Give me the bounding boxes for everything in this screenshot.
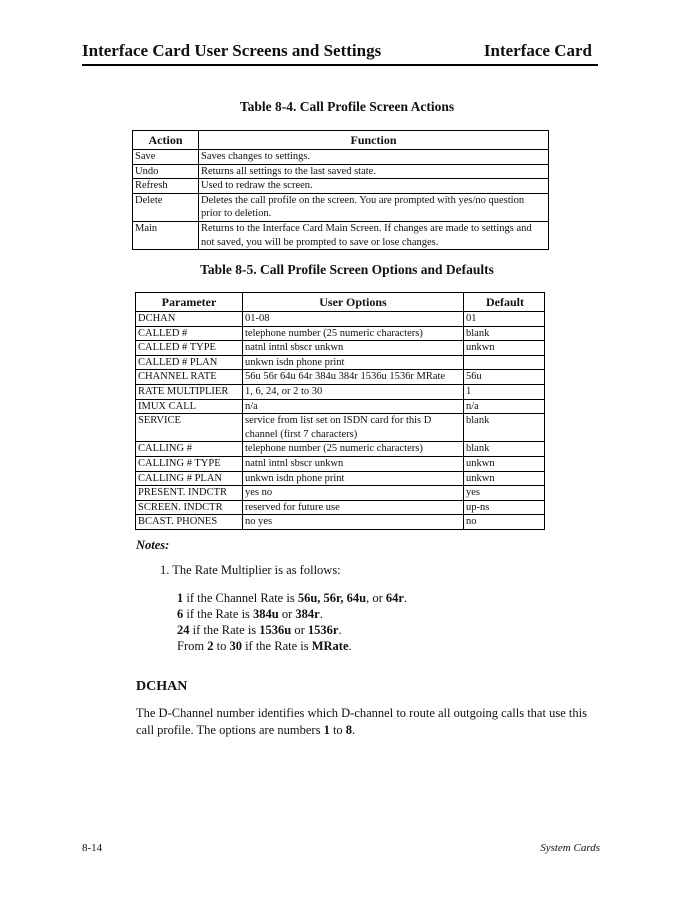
rate-line: 1 if the Channel Rate is 56u, 56r, 64u, or 64r. xyxy=(177,591,408,605)
user-options-cell: n/a xyxy=(243,399,464,414)
default-cell xyxy=(464,355,545,370)
default-cell: 56u xyxy=(464,370,545,385)
parameter-cell: CALLED # TYPE xyxy=(136,341,243,356)
default-cell: unkwn xyxy=(464,341,545,356)
parameter-cell: PRESENT. INDCTR xyxy=(136,486,243,501)
action-cell: Main xyxy=(133,221,199,249)
default-cell: n/a xyxy=(464,399,545,414)
default-cell: blank xyxy=(464,414,545,442)
page-number: 8-14 xyxy=(82,842,103,854)
action-cell: Refresh xyxy=(133,179,199,194)
default-cell: unkwn xyxy=(464,471,545,486)
action-cell: Delete xyxy=(133,193,199,221)
user-options-cell: 56u 56r 64u 64r 384u 384r 1536u 1536r MRate xyxy=(243,370,464,385)
parameter-cell: CALLING # TYPE xyxy=(136,456,243,471)
table-row xyxy=(136,500,545,515)
user-options-cell: service from list set on ISDN card for this D channel (first 7 characters) xyxy=(243,414,464,442)
user-options-cell: natnl intnl sbscr unkwn xyxy=(243,341,464,356)
action-cell: Save xyxy=(133,150,199,165)
dchan-description: The D-Channel number identifies which D-channel to route all outgoing calls that use this call profile. The options are numbers 1 to 8. xyxy=(136,706,587,737)
parameter-cell: SERVICE xyxy=(136,414,243,442)
table-row xyxy=(133,221,549,249)
default-cell: no xyxy=(464,515,545,530)
parameter-cell: CHANNEL RATE xyxy=(136,370,243,385)
parameter-cell: SCREEN. INDCTR xyxy=(136,500,243,515)
column-header-function: Function xyxy=(199,131,549,150)
user-options-cell: yes no xyxy=(243,486,464,501)
function-cell: Used to redraw the screen. xyxy=(199,179,549,194)
parameter-cell: DCHAN xyxy=(136,312,243,327)
call-profile-actions-table xyxy=(132,130,549,250)
table-row xyxy=(136,486,545,501)
footer-section-title: System Cards xyxy=(540,842,600,854)
table-row xyxy=(136,515,545,530)
action-cell: Undo xyxy=(133,164,199,179)
default-cell: blank xyxy=(464,326,545,341)
parameter-cell: IMUX CALL xyxy=(136,399,243,414)
default-cell: unkwn xyxy=(464,456,545,471)
call-profile-options-table xyxy=(135,292,545,530)
table-row xyxy=(136,399,545,414)
parameter-cell: RATE MULTIPLIER xyxy=(136,384,243,399)
table-header-row xyxy=(133,131,549,150)
table-row xyxy=(133,193,549,221)
parameter-cell: BCAST. PHONES xyxy=(136,515,243,530)
table-row xyxy=(133,164,549,179)
table-8-5-caption: Table 8-5. Call Profile Screen Options and Defaults xyxy=(200,262,494,277)
page-header xyxy=(82,40,598,66)
parameter-cell: CALLING # PLAN xyxy=(136,471,243,486)
table-row xyxy=(136,326,545,341)
default-cell: yes xyxy=(464,486,545,501)
column-header-action: Action xyxy=(133,131,199,150)
parameter-cell: CALLED # xyxy=(136,326,243,341)
user-options-cell: unkwn isdn phone print xyxy=(243,355,464,370)
user-options-cell: 1, 6, 24, or 2 to 30 xyxy=(243,384,464,399)
column-header-parameter: Parameter xyxy=(136,293,243,312)
table-8-4-caption: Table 8-4. Call Profile Screen Actions xyxy=(239,99,455,114)
note-item-1: 1. The Rate Multiplier is as follows: xyxy=(160,563,341,577)
default-cell: 1 xyxy=(464,384,545,399)
header-title-right: Interface Card xyxy=(483,41,592,60)
table-row xyxy=(136,471,545,486)
function-cell: Returns all settings to the last saved state. xyxy=(199,164,549,179)
default-cell: 01 xyxy=(464,312,545,327)
table-row xyxy=(133,179,549,194)
column-header-user-options: User Options xyxy=(243,293,464,312)
default-cell: blank xyxy=(464,442,545,457)
table-row xyxy=(136,355,545,370)
rate-line: From 2 to 30 if the Rate is MRate. xyxy=(177,639,352,653)
table-row xyxy=(136,341,545,356)
user-options-cell: 01-08 xyxy=(243,312,464,327)
function-cell: Saves changes to settings. xyxy=(199,150,549,165)
user-options-cell: natnl intnl sbscr unkwn xyxy=(243,456,464,471)
table-row xyxy=(136,456,545,471)
table-row xyxy=(136,370,545,385)
column-header-default: Default xyxy=(464,293,545,312)
parameter-cell: CALLED # PLAN xyxy=(136,355,243,370)
dchan-heading: DCHAN xyxy=(136,679,188,694)
default-cell: up-ns xyxy=(464,500,545,515)
table-row xyxy=(136,312,545,327)
table-row xyxy=(133,150,549,165)
table-row xyxy=(136,384,545,399)
rate-multiplier-list xyxy=(177,590,407,654)
user-options-cell: telephone number (25 numeric characters) xyxy=(243,326,464,341)
function-cell: Returns to the Interface Card Main Screen. If changes are made to settings and not saved, you will be prompted to save or lose changes. xyxy=(199,221,549,249)
header-title-left: Interface Card User Screens and Settings xyxy=(82,41,382,60)
user-options-cell: no yes xyxy=(243,515,464,530)
rate-line: 24 if the Rate is 1536u or 1536r. xyxy=(177,623,342,637)
table-row xyxy=(136,414,545,442)
notes-heading: Notes: xyxy=(136,538,170,552)
user-options-cell: reserved for future use xyxy=(243,500,464,515)
table-header-row xyxy=(136,293,545,312)
table-row xyxy=(136,442,545,457)
user-options-cell: unkwn isdn phone print xyxy=(243,471,464,486)
rate-line: 6 if the Rate is 384u or 384r. xyxy=(177,607,323,621)
parameter-cell: CALLING # xyxy=(136,442,243,457)
function-cell: Deletes the call profile on the screen. You are prompted with yes/no question prior to deletion. xyxy=(199,193,549,221)
user-options-cell: telephone number (25 numeric characters) xyxy=(243,442,464,457)
